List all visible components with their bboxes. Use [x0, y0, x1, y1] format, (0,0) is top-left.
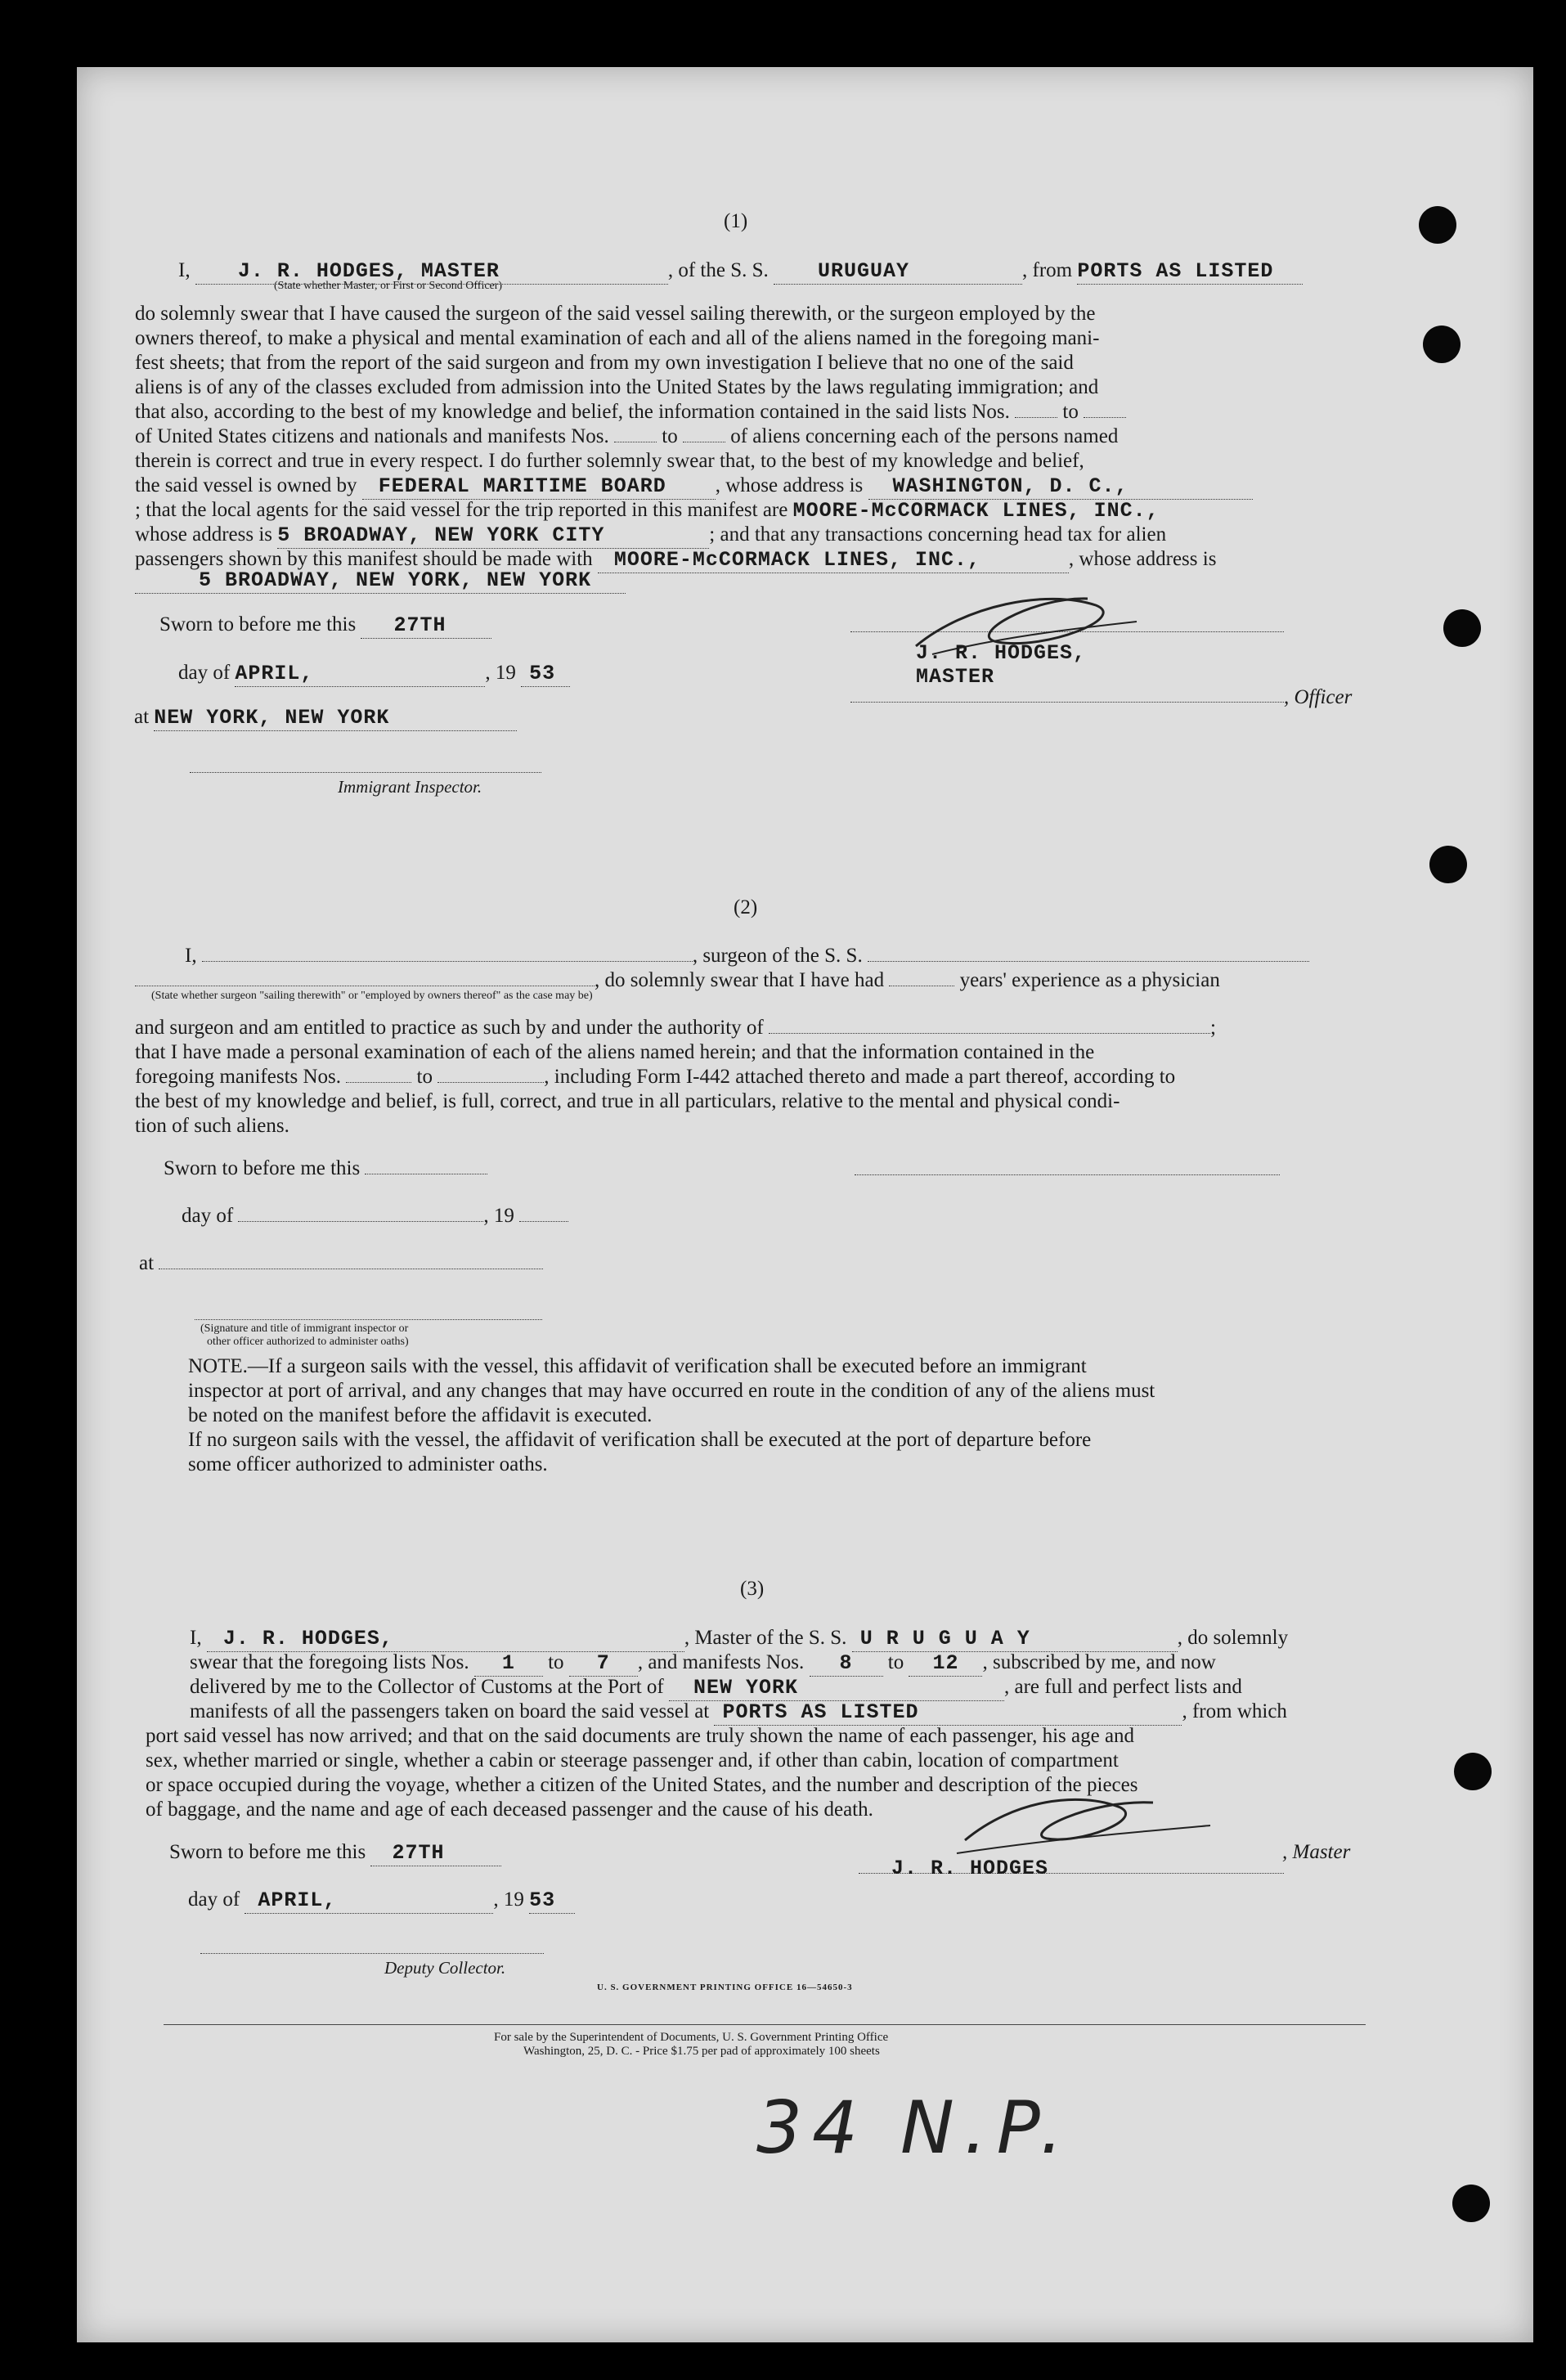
- note-line-1: NOTE.—If a surgeon sails with the vessel, this affidavit of verification shall be executed before an immigrant: [188, 1355, 1087, 1377]
- officer-name: J. R. HODGES,: [916, 641, 1087, 665]
- s2-line-1: I, , surgeon of the S. S.: [185, 944, 1309, 968]
- s1-para-5: that also, according to the best of my knowledge and belief, the information contained in the said lists Nos. to: [135, 400, 1126, 424]
- s1-address-line: whose address is 5 BROADWAY, NEW YORK CITY ; and that any transactions concerning head tax for alien: [135, 523, 1167, 547]
- s3-line-3: delivered by me to the Collector of Customs at the Port of NEW YORK , are full and perfect lists and: [190, 1676, 1242, 1700]
- tax-address-field: 5 BROADWAY, NEW YORK, NEW YORK: [135, 568, 626, 594]
- s3-para-2: sex, whether married or single, whether a cabin or steerage passenger and, if other than cabin, location of compartment: [146, 1749, 1119, 1772]
- officer-title: MASTER: [916, 665, 995, 689]
- master-name-field: J. R. HODGES, MASTER: [195, 259, 668, 285]
- owner-field: FEDERAL MARITIME BOARD: [362, 474, 716, 500]
- master-signature-name: J. R. HODGES: [891, 1857, 1049, 1880]
- s2-caption: (State whether surgeon "sailing therewith" or "employed by owners thereof" as the case may be): [151, 990, 593, 1002]
- s1-tax-address: [135, 568, 626, 594]
- s3-day-of: day of APRIL, , 19 53: [188, 1888, 575, 1914]
- inspector-label: Immigrant Inspector.: [338, 777, 482, 797]
- s1-month-field: APRIL,: [235, 662, 485, 687]
- s1-para-3: fest sheets; that from the report of the said surgeon and from my own investigation I believe that no one of the said: [135, 352, 1074, 374]
- s2-at: at: [139, 1251, 543, 1276]
- manifest-from-field: 8: [810, 1651, 883, 1677]
- collector-signature-line: [200, 1953, 544, 1954]
- s1-day-field: 27TH: [361, 613, 491, 639]
- s3-month-field: APRIL,: [245, 1888, 493, 1914]
- s2-officer-line: [855, 1174, 1280, 1175]
- section-2-number: (2): [734, 896, 758, 918]
- s3-line-1: I, J. R. HODGES, , Master of the S. S. U R U G U A Y , do solemnly: [190, 1627, 1289, 1650]
- s3-para-1: port said vessel has now arrived; and that on the said documents are truly shown the name of each passenger, his age and: [146, 1725, 1135, 1747]
- note-line-5: some officer authorized to administer oaths.: [188, 1453, 548, 1475]
- s1-line-1: I, J. R. HODGES, MASTER , of the S. S. URUGUAY , from PORTS AS LISTED: [178, 258, 1303, 285]
- s3-sworn: Sworn to before me this 27TH: [169, 1840, 501, 1866]
- s2-line-5: foregoing manifests Nos. to , including Form I-442 attached thereto and made a part thereof, according to: [135, 1066, 1176, 1088]
- s1-para-7: therein is correct and true in every respect. I do further solemnly swear that, to the best of my knowledge and belief,: [135, 450, 1084, 472]
- master-label: , Master: [1282, 1841, 1351, 1863]
- list-from-field: 1: [474, 1651, 543, 1677]
- section-3-number: (3): [740, 1578, 765, 1600]
- officer-label: , Officer: [1284, 686, 1353, 708]
- s3-line-2: swear that the foregoing lists Nos. 1 to 7 , and manifests Nos. 8 to 12 , subscribed by me, and now: [190, 1651, 1216, 1675]
- s1-day-of: day of APRIL, , 19 53: [178, 661, 570, 687]
- inspector-signature-line: [190, 772, 541, 773]
- collector-label: Deputy Collector.: [384, 1958, 506, 1978]
- s1-passengers-line: passengers shown by this manifest should be made with MOORE-McCORMACK LINES, INC., , whose address is: [135, 548, 1217, 572]
- s2-line-6: the best of my knowledge and belief, is full, correct, and true in all particulars, relative to the mental and physical condi-: [135, 1090, 1120, 1112]
- s2-inspector-line: [195, 1319, 542, 1320]
- s2-line-3: and surgeon and am entitled to practice as such by and under the authority of ;: [135, 1017, 1216, 1039]
- s2-line-4: that I have made a personal examination of each of the aliens named herein; and that the information contained in the: [135, 1041, 1095, 1063]
- s2-sworn: Sworn to before me this: [164, 1156, 487, 1181]
- s3-line-4: manifests of all the passengers taken on board the said vessel at PORTS AS LISTED , from which: [190, 1700, 1287, 1724]
- punch-hole: [1454, 1753, 1492, 1790]
- s2-line-2: , do solemnly swear that I have had years' experience as a physician: [135, 968, 1220, 993]
- s3-year-field: 53: [529, 1888, 575, 1914]
- agent-address-field: 5 BROADWAY, NEW YORK CITY: [277, 523, 709, 549]
- s1-para-2: owners thereof, to make a physical and mental examination of each and all of the aliens named in the foregoing mani-: [135, 327, 1100, 349]
- s3-name-field: J. R. HODGES,: [207, 1627, 684, 1652]
- footer-rule: [164, 2024, 1366, 2025]
- note-line-3: be noted on the manifest before the affidavit is executed.: [188, 1404, 653, 1426]
- s1-agents-line: ; that the local agents for the said vessel for the trip reported in this manifest are MOORE-McCORMACK LINES, INC.,: [135, 499, 1160, 523]
- manifest-to-field: 12: [909, 1651, 982, 1677]
- ports-field: PORTS AS LISTED: [1077, 259, 1303, 285]
- s3-ports-field: PORTS AS LISTED: [714, 1700, 1182, 1726]
- owner-address-field: WASHINGTON, D. C.,: [868, 474, 1253, 500]
- s1-owner-line: the said vessel is owned by FEDERAL MARITIME BOARD , whose address is WASHINGTON, D. C.,: [135, 474, 1253, 500]
- s3-day-field: 27TH: [370, 1841, 501, 1866]
- list-to-field: 7: [569, 1651, 638, 1677]
- note-line-4: If no surgeon sails with the vessel, the affidavit of verification shall be executed at the port of departure before: [188, 1429, 1092, 1451]
- s1-para-4: aliens is of any of the classes excluded from admission into the United States by the laws regulating immigration; and: [135, 376, 1099, 398]
- punch-hole: [1443, 609, 1481, 647]
- tax-agent-field: MOORE-McCORMACK LINES, INC.,: [598, 548, 1069, 573]
- s3-port-field: NEW YORK: [669, 1676, 1004, 1701]
- s3-vessel-field: U R U G U A Y: [852, 1627, 1178, 1652]
- s2-sig-caption-1: (Signature and title of immigrant inspector or: [200, 1322, 409, 1335]
- s1-at: at NEW YORK, NEW YORK: [134, 705, 517, 731]
- master-signature: [940, 1775, 1218, 1865]
- punch-hole: [1419, 206, 1456, 244]
- agent-field: MOORE-McCORMACK LINES, INC.,: [792, 499, 1160, 523]
- s2-line-7: tion of such aliens.: [135, 1115, 289, 1137]
- section-1-number: (1): [724, 210, 748, 232]
- gpo-imprint: U. S. GOVERNMENT PRINTING OFFICE 16—54650-3: [597, 1983, 853, 1992]
- s1-caption: (State whether Master, or First or Second Officer): [274, 280, 503, 292]
- s1-sworn: Sworn to before me this 27TH: [159, 613, 491, 639]
- s1-year-field: 53: [521, 662, 570, 687]
- officer-signature-line-2: [850, 702, 1284, 703]
- punch-hole: [1423, 326, 1461, 363]
- punch-hole: [1429, 846, 1467, 883]
- s2-sig-caption-2: other officer authorized to administer oaths): [207, 1336, 409, 1348]
- s3-para-3: or space occupied during the voyage, whether a citizen of the United States, and the number and description of the pieces: [146, 1774, 1138, 1796]
- vessel-field: URUGUAY: [774, 259, 1022, 285]
- s1-para-6: of United States citizens and nationals and manifests Nos. to of aliens concerning each of the persons named: [135, 425, 1119, 447]
- s1-place-field: NEW YORK, NEW YORK: [154, 706, 517, 731]
- footer-line-1: For sale by the Superintendent of Documents, U. S. Government Printing Office: [494, 2031, 889, 2044]
- s2-day-of: day of , 19: [182, 1204, 568, 1228]
- note-line-2: inspector at port of arrival, and any changes that may have occurred en route in the condition of any of the aliens must: [188, 1380, 1155, 1402]
- s3-para-4: of baggage, and the name and age of each deceased passenger and the cause of his death.: [146, 1798, 873, 1821]
- s1-para-1: do solemnly swear that I have caused the surgeon of the said vessel sailing therewith, or the surgeon employed by the: [135, 303, 1096, 325]
- punch-hole: [1452, 2185, 1490, 2222]
- footer-line-2: Washington, 25, D. C. - Price $1.75 per pad of approximately 100 sheets: [523, 2045, 880, 2058]
- handwritten-annotation: 34 N.P.: [756, 2086, 1073, 2170]
